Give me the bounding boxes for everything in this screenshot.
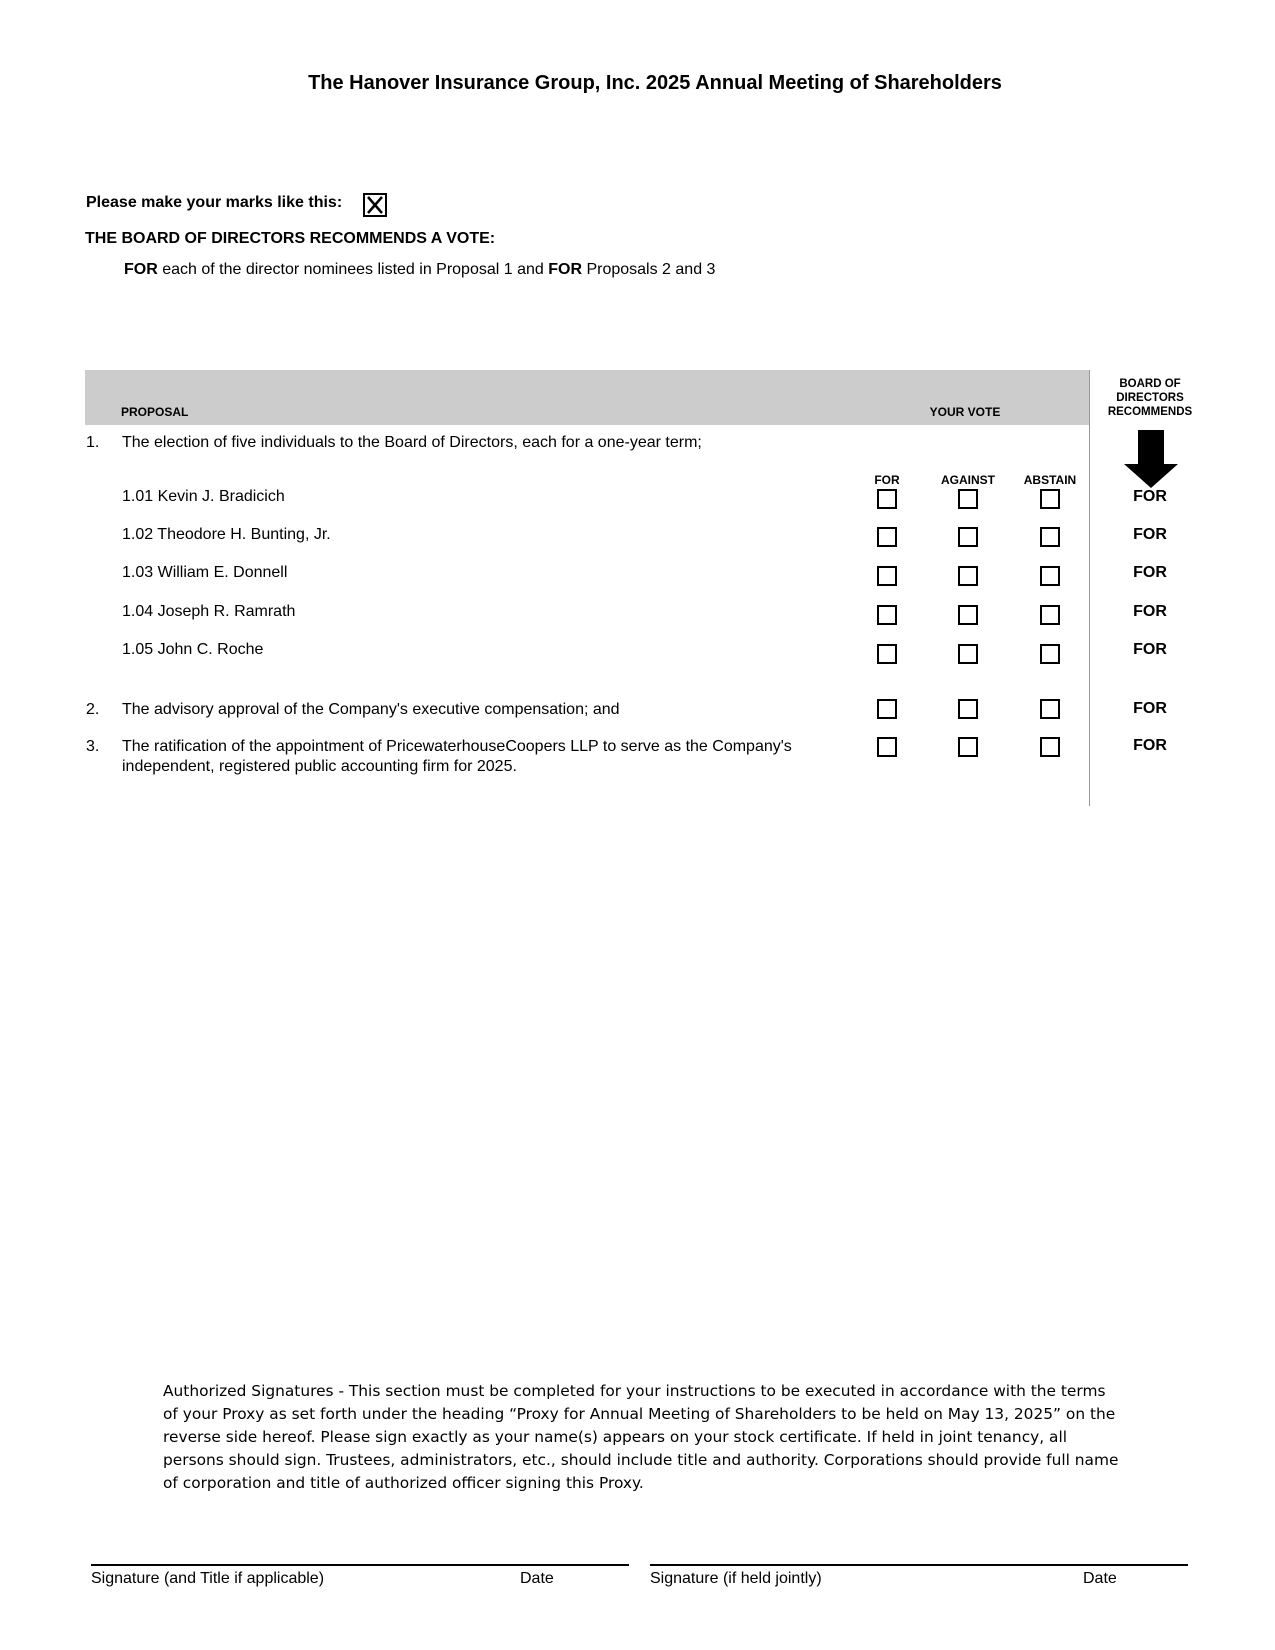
nominee-5-abstain-checkbox[interactable] [1040,644,1060,664]
nominee-5-label: 1.05 John C. Roche [122,641,264,658]
nominee-5-for-checkbox[interactable] [877,644,897,664]
nominee-2-abstain-checkbox[interactable] [1040,527,1060,547]
nominee-1-against-checkbox[interactable] [958,489,978,509]
proposal-2-number: 2. [86,701,100,718]
rec-for-1: FOR [124,261,158,278]
nominee-3-abstain-checkbox[interactable] [1040,566,1060,586]
proposal-3-for-checkbox[interactable] [877,737,897,757]
nominee-2-for-checkbox[interactable] [877,527,897,547]
x-mark-icon [365,195,385,215]
proposal-1-number: 1. [86,434,100,451]
nominee-3-against-checkbox[interactable] [958,566,978,586]
page-title: The Hanover Insurance Group, Inc. 2025 Annual Meeting of Shareholders [308,72,1002,94]
marks-instruction: Please make your marks like this: [86,194,343,211]
down-arrow-icon [1124,430,1180,490]
authorized-signatures-text: Authorized Signatures - This section must be completed for your instructions to be executed in accordance with the terms of your Proxy as set forth under the heading “Proxy for Annual Meeting of Shareholders to be held on May 13, 2025” on the reverse side hereof. Please sign exactly as your name(s) appears on your stock certificate. If held in joint tenancy, all persons should sign. Trustees, administrators, etc., should include title and authority. Corporations should provide full name of corporation and title of authorized officer signing this Proxy. [163,1382,1119,1492]
nominee-2-recommendation: FOR [1133,526,1167,543]
nominee-3-for-checkbox[interactable] [877,566,897,586]
proposal-2-recommendation: FOR [1133,700,1167,717]
date-1-label: Date [520,1570,554,1587]
proposal-2-text: The advisory approval of the Company's executive compensation; and [122,701,620,718]
col-for-header: FOR [874,473,900,487]
nominee-1-for-checkbox[interactable] [877,489,897,509]
proposal-2-abstain-checkbox[interactable] [1040,699,1060,719]
your-vote-header: YOUR VOTE [929,405,1001,419]
rec-text-2: Proposals 2 and 3 [582,261,716,278]
column-divider [1089,370,1090,806]
nominee-4-abstain-checkbox[interactable] [1040,605,1060,625]
rec-text-1: each of the director nominees listed in Proposal 1 and [157,261,549,278]
proposal-3-recommendation: FOR [1133,737,1167,754]
proposal-header: PROPOSAL [121,405,189,419]
signature-line-1[interactable] [91,1564,629,1566]
proposal-3-text-line1: The ratification of the appointment of PricewaterhouseCoopers LLP to serve as the Company's [122,738,792,755]
signature-1-label: Signature (and Title if applicable) [91,1570,325,1587]
nominee-3-label: 1.03 William E. Donnell [122,564,288,581]
date-2-label: Date [1083,1570,1117,1587]
nominee-4-recommendation: FOR [1133,603,1167,620]
signature-line-2[interactable] [650,1564,1188,1566]
board-header-line: RECOMMENDS [1107,406,1193,418]
col-against-header: AGAINST [941,473,995,487]
nominee-4-label: 1.04 Joseph R. Ramrath [122,603,296,620]
example-mark-box [363,193,387,217]
board-header-line: BOARD OF [1119,378,1181,390]
proposal-3-number: 3. [86,738,100,755]
nominee-5-against-checkbox[interactable] [958,644,978,664]
nominee-5-recommendation: FOR [1133,641,1167,658]
col-abstain-header: ABSTAIN [1023,473,1077,487]
proposal-1-text: The election of five individuals to the Board of Directors, each for a one-year term; [122,434,702,451]
rec-for-2: FOR [548,261,583,278]
nominee-3-recommendation: FOR [1133,564,1167,581]
nominee-2-label: 1.02 Theodore H. Bunting, Jr. [122,526,331,543]
proposal-3-text-line2: independent, registered public accounting firm for 2025. [122,758,517,775]
nominee-1-recommendation: FOR [1133,488,1167,505]
proposal-3-against-checkbox[interactable] [958,737,978,757]
proposal-3-abstain-checkbox[interactable] [1040,737,1060,757]
nominee-2-against-checkbox[interactable] [958,527,978,547]
board-recommends-heading: THE BOARD OF DIRECTORS RECOMMENDS A VOTE: [85,230,496,247]
proposal-2-against-checkbox[interactable] [958,699,978,719]
nominee-1-abstain-checkbox[interactable] [1040,489,1060,509]
proposal-2-for-checkbox[interactable] [877,699,897,719]
nominee-4-for-checkbox[interactable] [877,605,897,625]
board-header-line: DIRECTORS [1116,392,1184,404]
signature-2-label: Signature (if held jointly) [650,1570,822,1587]
nominee-1-label: 1.01 Kevin J. Bradicich [122,488,285,505]
board-recommends-header [1090,377,1210,419]
nominee-4-against-checkbox[interactable] [958,605,978,625]
recommendation-line [124,261,715,279]
